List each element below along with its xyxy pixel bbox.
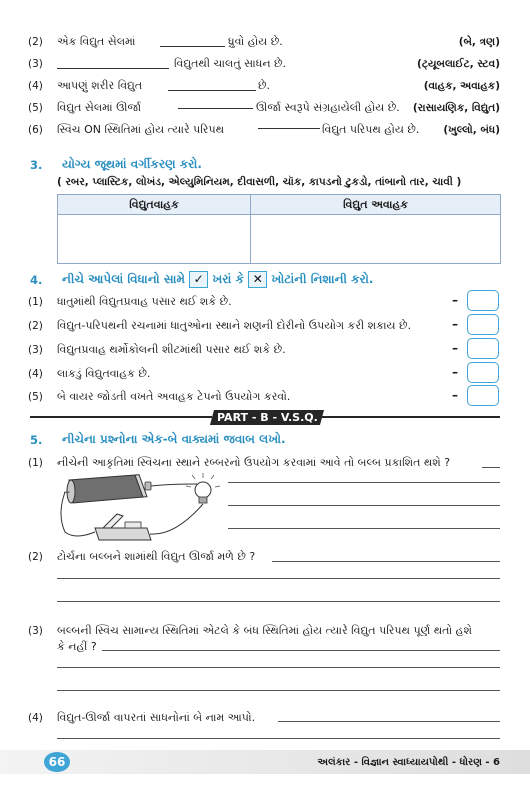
question-text: વિદ્યુત-ઊર્જા વાપરતાં સાધનોનાં બે નામ આપો. — [57, 711, 256, 724]
dash: – — [452, 317, 458, 331]
item-number: (4) — [28, 368, 43, 380]
answer-line[interactable] — [272, 561, 500, 562]
item-text: ઊર્જા સ્વરૂપે સંગ્રહાયેલી હોય છે. — [256, 101, 400, 114]
statement-text: બે વાયર જોડતી વખતે અવાહક ટેપનો ઉપયોગ કરવો. — [57, 390, 291, 403]
item-text: વિદ્યુત સેલમાં ઊર્જા — [57, 101, 142, 114]
question-number: 5. — [30, 433, 43, 447]
answer-box[interactable] — [467, 338, 499, 359]
battery-icon — [63, 475, 151, 503]
question-title: યોગ્ય જૂથમાં વર્ગીકરણ કરો. — [62, 157, 202, 171]
banner-label: PART - B - V.S.Q. — [216, 411, 318, 424]
answer-options: (ટ્યૂબલાઈટ, સ્ટવ) — [417, 58, 500, 70]
answer-blank[interactable] — [160, 46, 225, 47]
answer-box[interactable] — [467, 385, 499, 406]
divider — [322, 416, 500, 418]
question-text: બલ્બની સ્વિચ સામાન્ય સ્થિતિમાં એટલે કે બંધ સ્થિતિમાં હોય ત્યારે વિદ્યુત પરિપથ પૂર્ણ થતો હશે — [57, 624, 472, 637]
statement-text: વિદ્યુતપ્રવાહ થર્મોકોલની શીટમાંથી પસાર થઈ શકે છે. — [57, 343, 286, 356]
answer-blank[interactable] — [178, 108, 253, 109]
item-number: (6) — [28, 124, 43, 136]
answer-line[interactable] — [278, 721, 500, 722]
item-number: (2) — [28, 551, 43, 563]
answer-line[interactable] — [228, 482, 500, 483]
dash: – — [452, 341, 458, 355]
circuit-figure — [55, 470, 225, 550]
answer-blank[interactable] — [258, 128, 320, 129]
item-text: ધ્રુવો હોય છે. — [228, 35, 283, 48]
answer-line[interactable] — [228, 528, 500, 529]
dash: – — [452, 388, 458, 402]
dash: – — [452, 365, 458, 379]
answer-box[interactable] — [467, 290, 499, 311]
answer-line[interactable] — [57, 738, 500, 739]
item-text: વિદ્યુતથી ચાલતું સાધન છે. — [174, 57, 287, 70]
item-number: (4) — [28, 80, 43, 92]
question-number: 4. — [30, 273, 43, 287]
item-number: (3) — [28, 625, 43, 637]
answer-blank[interactable] — [168, 90, 256, 91]
column-header-insulator: વિદ્યુત અવાહક — [251, 195, 501, 215]
item-text: વિદ્યુત પરિપથ હોય છે. — [322, 123, 420, 136]
answer-options: (બે, ત્રણ) — [458, 36, 500, 48]
item-number: (1) — [28, 457, 43, 469]
page-number: 66 — [44, 752, 70, 772]
classification-table — [57, 194, 501, 264]
answer-options: (ખુલ્લો, બંધ) — [443, 124, 500, 136]
answer-line[interactable] — [57, 667, 500, 668]
word-list: ( રબર, પ્લાસ્ટિક, લોખંડ, એલ્યુમિનિયમ, દીવાસળી, ચૉક, કાપડનો ટુકડો, તાંબાનો તાર, ચાવી ) — [57, 176, 462, 188]
title-part: ખોટાંની નિશાની કરો. — [271, 272, 374, 286]
item-number: (3) — [28, 344, 43, 356]
item-text: સ્વિચ ON સ્થિતિમાં હોય ત્યારે પરિપથ — [57, 123, 225, 136]
statement-text: ધાતુમાંથી વિદ્યુતપ્રવાહ પસાર થઈ શકે છે. — [57, 295, 232, 308]
divider — [30, 416, 212, 418]
answer-line[interactable] — [57, 578, 500, 579]
statement-text: લાકડું વિદ્યુતવાહક છે. — [57, 367, 151, 380]
item-number: (4) — [28, 712, 43, 724]
part-b-banner — [210, 410, 324, 425]
question-number: 3. — [30, 158, 43, 172]
item-number: (2) — [28, 320, 43, 332]
item-number: (1) — [28, 296, 43, 308]
title-part: ખરાં કે — [212, 272, 245, 286]
title-part: નીચે આપેલાં વિધાનો સામે — [62, 272, 185, 286]
answer-line[interactable] — [57, 601, 500, 602]
question-title — [62, 271, 373, 288]
bulb-icon — [186, 473, 220, 503]
answer-box[interactable] — [467, 314, 499, 335]
dash: – — [452, 293, 458, 307]
statement-text: વિદ્યુત-પરિપથની રચનામાં ધાતુઓના સ્થાને શણની દોરીનો ઉપયોગ કરી શકાય છે. — [57, 319, 412, 332]
answer-options: (વાહક, અવાહક) — [423, 80, 500, 92]
footer-text: અલંકાર - વિજ્ઞાન સ્વાધ્યાયપોથી - ધોરણ - 6 — [317, 757, 500, 768]
conductor-answer-cell[interactable] — [58, 215, 251, 264]
answer-line[interactable] — [482, 467, 500, 468]
item-number: (3) — [28, 58, 43, 70]
answer-blank[interactable] — [57, 68, 169, 69]
item-number: (5) — [28, 102, 43, 114]
answer-line[interactable] — [57, 690, 500, 691]
question-title: નીચેના પ્રશ્નોના એક-બે વાક્યમાં જવાબ લખો. — [62, 432, 286, 446]
svg-text:−: − — [63, 488, 71, 498]
item-text: એક વિદ્યુત સેલમાં — [57, 35, 136, 48]
cross-box-icon: ✕ — [248, 271, 267, 288]
question-text-continued: કે નહીં ? — [57, 640, 97, 653]
answer-line[interactable] — [228, 505, 500, 506]
answer-box[interactable] — [467, 362, 499, 383]
switch-icon — [95, 514, 151, 540]
item-text: છે. — [258, 79, 270, 92]
question-text: નીચેની આકૃતિમાં સ્વિચના સ્થાને રબ્બરનો ઉપયોગ કરવામાં આવે તો બલ્બ પ્રકાશિત થશે ? — [57, 456, 451, 469]
answer-line[interactable] — [102, 650, 500, 651]
question-text: ટોર્ચના બલ્બને શામાંથી વિદ્યુત ઊર્જા મળે છે ? — [57, 550, 256, 563]
tick-box-icon: ✓ — [189, 271, 208, 288]
item-number: (2) — [28, 36, 43, 48]
answer-options: (રાસાયણિક, વિદ્યુત) — [412, 102, 500, 114]
item-text: આપણું શરીર વિદ્યુત — [57, 79, 143, 92]
insulator-answer-cell[interactable] — [251, 215, 501, 264]
item-number: (5) — [28, 391, 43, 403]
column-header-conductor: વિદ્યુતવાહક — [58, 195, 251, 215]
